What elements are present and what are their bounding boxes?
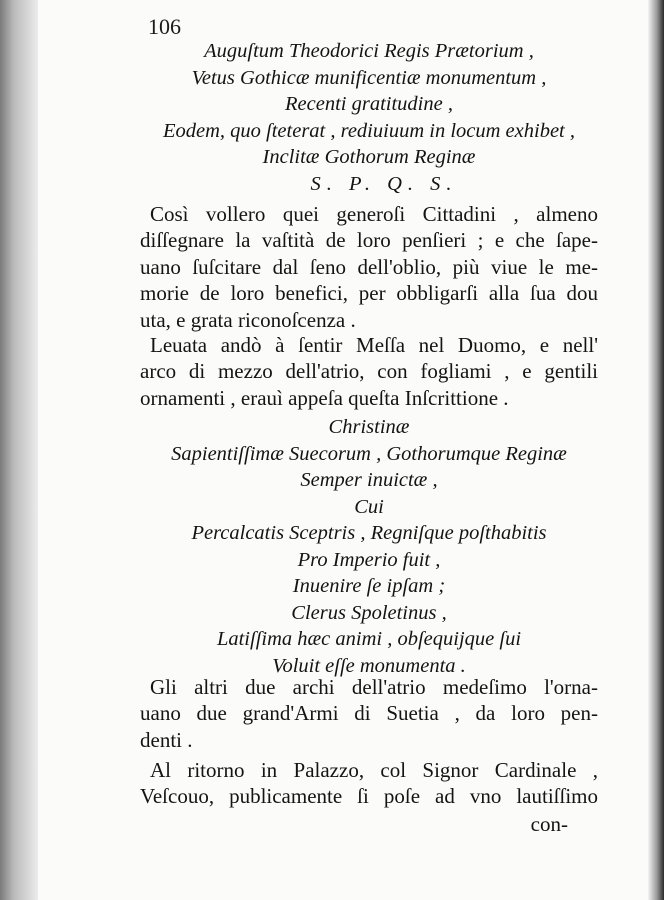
inscription-line: Eodem, quo ſteterat , rediuiuum in locum exhibet , xyxy=(162,119,575,142)
paragraph-ritorno-palazzo xyxy=(140,757,598,810)
inscription-line: Inuenire ſe ipſam ; xyxy=(292,575,446,597)
inscription-line: Recenti gratitudine , xyxy=(285,93,453,115)
text-line: denti . xyxy=(140,727,193,752)
paragraph-armi-suetia xyxy=(140,674,598,753)
text-line: uano ſuſcitare dal ſeno dell'oblio, più viue le me- xyxy=(140,254,598,279)
text-line: uano due grand'Armi di Suetia , da loro pen- xyxy=(140,701,598,726)
text-line: arco di mezzo dell'atrio, con fogliami , e gentili xyxy=(140,359,598,384)
catchword: con- xyxy=(530,812,568,836)
text-line: Al ritorno in Palazzo, col Signor Cardinale , xyxy=(150,758,598,782)
inscription-line: Voluit eſſe monumenta . xyxy=(272,654,466,677)
inscription-line: Percalcatis Sceptris , Regniſque poſthabitis xyxy=(191,522,547,544)
inscription-line: Clerus Spoletinus , xyxy=(291,601,447,624)
page-gutter-shadow xyxy=(0,0,38,900)
inscription-line: Christinæ xyxy=(328,416,410,438)
text-line: Gli altri due archi dell'atrio medeſimo l'orna- xyxy=(150,675,598,699)
inscription-line: Semper inuictæ , xyxy=(300,469,438,491)
page-number: 106 xyxy=(148,14,181,39)
inscription-line: Sapientiſſimæ Suecorum , Gothorumque Reginæ xyxy=(171,442,567,465)
text-line: uta, e grata riconoſcenza . xyxy=(140,307,356,332)
inscription-line: Latiſſima hæc animi , obſequijque ſui xyxy=(216,628,522,650)
inscription-line: Auguſtum Theodorici Regis Prætorium , xyxy=(204,40,534,62)
paragraph-cittadini xyxy=(140,201,598,333)
text-line: morie de loro benefici, per obbligarſi alla ſua dou xyxy=(140,281,598,306)
text-line: diſſegnare la vaſtità de loro penſieri ; e che ſape- xyxy=(140,228,598,253)
inscription-signature-spqs: S. P. Q. S. xyxy=(310,172,458,195)
text-line: Leuata andò à ſentir Meſſa nel Duomo, e nell' xyxy=(150,333,598,357)
inscription-theodoric xyxy=(140,38,598,197)
page-edge-shadow xyxy=(648,0,664,900)
text-line: Così vollero quei generoſi Cittadini , almeno xyxy=(150,202,598,226)
inscription-line: Inclitæ Gothorum Reginæ xyxy=(262,146,476,168)
inscription-line: Vetus Gothicæ munificentiæ monumentum , xyxy=(191,66,547,89)
inscription-christina xyxy=(140,414,598,679)
text-line: Veſcouo, publicamente ſi poſe ad vno lautiſſimo xyxy=(140,784,598,809)
paragraph-messa-duomo xyxy=(140,332,598,411)
inscription-line: Cui xyxy=(354,495,384,518)
inscription-line: Pro Imperio fuit , xyxy=(297,548,441,571)
text-line: ornamenti , erauì appeſa queſta Inſcrittione . xyxy=(140,385,509,410)
